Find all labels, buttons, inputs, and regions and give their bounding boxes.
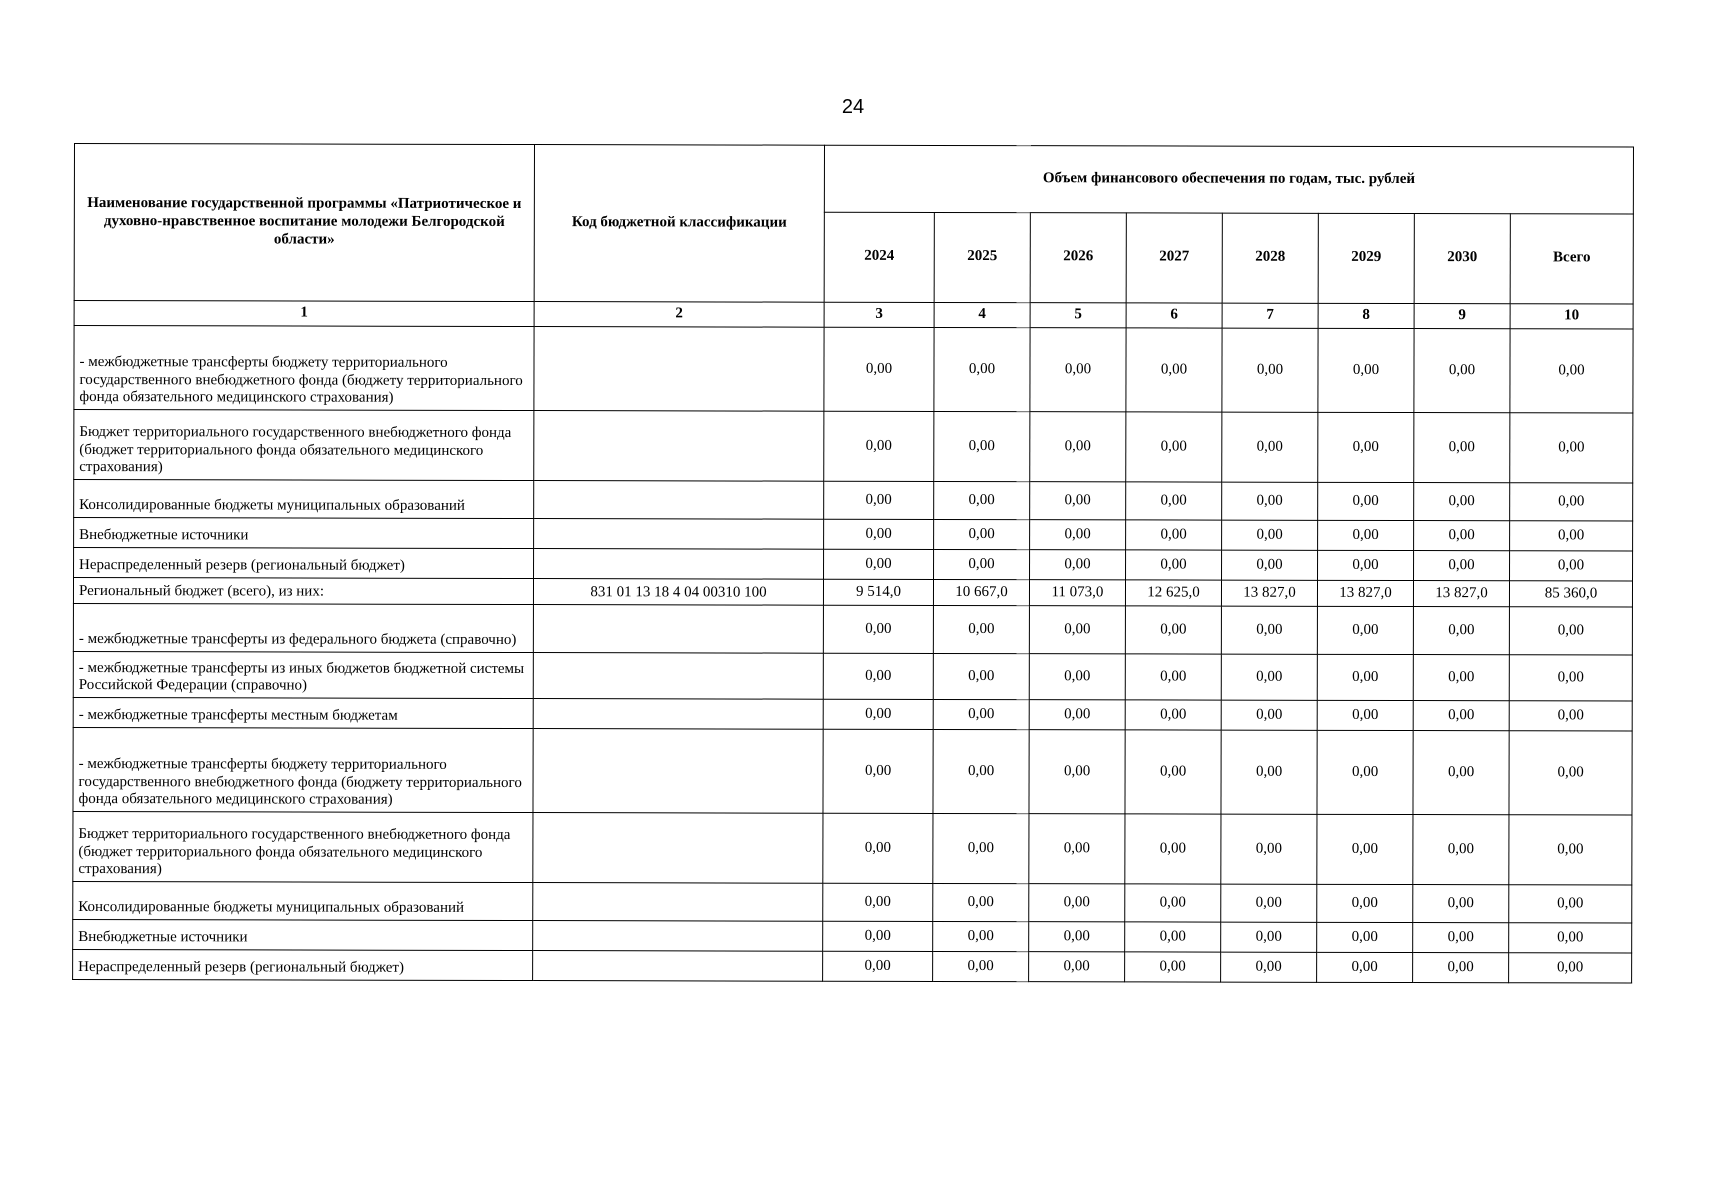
row-year-value: 0,00 — [1222, 482, 1318, 520]
row-year-value: 0,00 — [1317, 884, 1413, 922]
row-year-value: 0,00 — [934, 549, 1030, 579]
row-name: - межбюджетные трансферты бюджету территориального государственного внебюджетного фонда (бюджету территориального фонда обязательного медицинского страхования) — [73, 727, 533, 812]
row-budget-code — [533, 605, 823, 654]
row-year-value: 0,00 — [1125, 730, 1221, 814]
row-budget-code — [534, 519, 824, 550]
row-year-value: 0,00 — [1125, 884, 1221, 922]
row-year-value: 0,00 — [1221, 814, 1317, 884]
header-funding-by-year: Объем финансового обеспечения по годам, тыс. рублей — [824, 145, 1633, 213]
table-body — [73, 326, 1634, 984]
row-year-value: 0,00 — [1317, 700, 1413, 730]
column-number: 8 — [1318, 303, 1414, 328]
row-year-value: 0,00 — [1029, 952, 1125, 982]
row-name: Консолидированные бюджеты муниципальных образований — [74, 480, 534, 519]
row-budget-code — [533, 921, 823, 952]
column-number: 5 — [1030, 303, 1126, 328]
row-year-value: 0,00 — [1317, 952, 1413, 982]
row-year-value: 0,00 — [1413, 953, 1509, 983]
row-year-value: 0,00 — [1125, 700, 1221, 730]
table-row — [73, 578, 1632, 608]
row-total-value: 0,00 — [1509, 815, 1632, 885]
row-budget-code — [533, 653, 823, 700]
row-year-value: 0,00 — [1029, 654, 1125, 700]
row-year-value: 0,00 — [1030, 412, 1126, 482]
row-year-value: 0,00 — [934, 327, 1030, 411]
row-year-value: 0,00 — [1222, 520, 1318, 550]
row-year-value: 0,00 — [823, 951, 933, 981]
row-year-value: 0,00 — [1413, 701, 1509, 731]
column-number: 2 — [534, 302, 824, 328]
row-total-value: 0,00 — [1509, 885, 1632, 923]
column-number: 4 — [934, 302, 1030, 327]
row-name: Нераспределенный резерв (региональный бюджет) — [74, 548, 534, 579]
row-year-value: 0,00 — [823, 653, 933, 699]
row-year-value: 0,00 — [1222, 328, 1318, 412]
row-year-value: 0,00 — [1125, 922, 1221, 952]
row-year-value: 0,00 — [823, 813, 933, 883]
row-year-value: 0,00 — [823, 921, 933, 951]
row-year-value: 0,00 — [1029, 884, 1125, 922]
row-year-value: 13 827,0 — [1221, 580, 1317, 606]
row-year-value: 0,00 — [1318, 412, 1414, 482]
row-year-value: 0,00 — [934, 519, 1030, 549]
row-budget-code — [534, 549, 824, 580]
row-year-value: 0,00 — [933, 729, 1029, 813]
row-year-value: 0,00 — [1029, 814, 1125, 884]
header-year: 2028 — [1222, 213, 1318, 304]
row-year-value: 0,00 — [1414, 551, 1510, 581]
row-year-value: 0,00 — [1222, 550, 1318, 580]
table-row — [73, 881, 1632, 923]
page-number: 24 — [841, 96, 865, 118]
row-year-value: 0,00 — [823, 729, 933, 813]
row-year-value: 0,00 — [933, 921, 1029, 951]
row-year-value: 0,00 — [1413, 607, 1509, 655]
row-name: Консолидированные бюджеты муниципальных образований — [73, 881, 533, 920]
row-name: - межбюджетные трансферты местным бюджетам — [73, 697, 533, 728]
row-year-value: 0,00 — [933, 883, 1029, 921]
row-year-value: 0,00 — [1221, 884, 1317, 922]
column-number: 1 — [74, 301, 534, 327]
table-row — [73, 697, 1632, 731]
row-year-value: 0,00 — [823, 605, 933, 653]
row-name: Нераспределенный резерв (региональный бюджет) — [73, 949, 533, 980]
row-year-value: 0,00 — [824, 519, 934, 549]
row-year-value: 0,00 — [1317, 730, 1413, 814]
row-year-value: 0,00 — [1318, 482, 1414, 520]
row-year-value: 0,00 — [1317, 922, 1413, 952]
table-row — [74, 326, 1633, 414]
table-row — [74, 548, 1633, 582]
row-year-value: 0,00 — [1221, 952, 1317, 982]
row-budget-code: 831 01 13 18 4 04 00310 100 — [533, 579, 823, 606]
header-year: 2024 — [824, 212, 934, 303]
row-year-value: 0,00 — [1030, 328, 1126, 412]
header-total: Всего — [1510, 213, 1633, 304]
header-year: 2029 — [1318, 213, 1414, 304]
row-year-value: 0,00 — [1414, 521, 1510, 551]
row-year-value: 0,00 — [1318, 520, 1414, 550]
row-total-value: 0,00 — [1510, 483, 1633, 521]
row-year-value: 10 667,0 — [933, 579, 1029, 605]
row-year-value: 0,00 — [824, 549, 934, 579]
row-year-value: 0,00 — [1413, 885, 1509, 923]
row-total-value: 85 360,0 — [1509, 581, 1632, 607]
row-year-value: 0,00 — [1029, 730, 1125, 814]
row-total-value: 0,00 — [1509, 607, 1632, 655]
row-year-value: 0,00 — [1318, 550, 1414, 580]
row-budget-code — [534, 481, 824, 520]
row-year-value: 0,00 — [933, 699, 1029, 729]
row-year-value: 0,00 — [1222, 412, 1318, 482]
row-budget-code — [533, 951, 823, 982]
row-year-value: 0,00 — [824, 481, 934, 519]
header-year: 2030 — [1414, 213, 1510, 304]
column-number: 3 — [824, 302, 934, 327]
header-year: 2025 — [934, 212, 1030, 303]
row-year-value: 11 073,0 — [1029, 580, 1125, 606]
row-name: - межбюджетные трансферты из федерального бюджета (справочно) — [73, 603, 533, 652]
table-row — [73, 603, 1632, 655]
row-total-value: 0,00 — [1509, 701, 1632, 731]
row-year-value: 0,00 — [1125, 952, 1221, 982]
row-name: - межбюджетные трансферты бюджету территориального государственного внебюджетного фонда (бюджету территориального фонда обязательного медицинского страхования) — [74, 326, 534, 411]
row-year-value: 0,00 — [1125, 654, 1221, 700]
row-year-value: 0,00 — [823, 699, 933, 729]
row-year-value: 0,00 — [1413, 731, 1509, 815]
row-year-value: 0,00 — [1414, 329, 1510, 413]
row-year-value: 0,00 — [934, 481, 1030, 519]
row-year-value: 0,00 — [1317, 814, 1413, 884]
row-name: Региональный бюджет (всего), из них: — [73, 578, 533, 605]
row-total-value: 0,00 — [1509, 731, 1632, 815]
table-row — [74, 410, 1633, 484]
row-year-value: 0,00 — [1413, 923, 1509, 953]
row-total-value: 0,00 — [1509, 923, 1632, 953]
header-year: 2026 — [1030, 212, 1126, 303]
table-row — [73, 919, 1632, 953]
table-row — [73, 727, 1632, 815]
row-budget-code — [533, 813, 823, 884]
row-name: Бюджет территориального государственного внебюджетного фонда (бюджет территориального фонда обязательного медицинского страхования) — [74, 410, 534, 481]
table-row — [73, 651, 1632, 701]
row-year-value: 0,00 — [1125, 814, 1221, 884]
header-budget-code: Код бюджетной классификации — [534, 145, 824, 303]
row-year-value: 0,00 — [1126, 482, 1222, 520]
row-year-value: 0,00 — [1318, 328, 1414, 412]
row-year-value: 0,00 — [824, 411, 934, 481]
row-year-value: 0,00 — [934, 411, 1030, 481]
column-number-row — [74, 301, 1633, 330]
funding-table — [72, 143, 1634, 984]
row-name: Бюджет территориального государственного внебюджетного фонда (бюджет территориального фонда обязательного медицинского страхования) — [73, 811, 533, 882]
row-year-value: 0,00 — [1414, 483, 1510, 521]
row-year-value: 0,00 — [1125, 606, 1221, 654]
row-year-value: 0,00 — [823, 883, 933, 921]
row-year-value: 0,00 — [1414, 413, 1510, 483]
row-year-value: 0,00 — [933, 653, 1029, 699]
row-year-value: 0,00 — [1317, 654, 1413, 700]
row-year-value: 12 625,0 — [1125, 580, 1221, 606]
row-name: Внебюджетные источники — [73, 919, 533, 950]
row-year-value: 0,00 — [1029, 700, 1125, 730]
header-year: 2027 — [1126, 213, 1222, 304]
row-year-value: 0,00 — [1221, 654, 1317, 700]
row-name: - межбюджетные трансферты из иных бюджетов бюджетной системы Российской Федерации (справочно) — [73, 651, 533, 698]
row-budget-code — [533, 883, 823, 922]
table-row — [74, 518, 1633, 552]
row-year-value: 0,00 — [1126, 412, 1222, 482]
row-total-value: 0,00 — [1510, 551, 1633, 581]
row-year-value: 0,00 — [1317, 606, 1413, 654]
row-total-value: 0,00 — [1510, 521, 1633, 551]
column-number: 6 — [1126, 303, 1222, 328]
row-budget-code — [533, 729, 823, 814]
row-year-value: 0,00 — [933, 951, 1029, 981]
row-year-value: 0,00 — [1221, 606, 1317, 654]
row-year-value: 0,00 — [1126, 550, 1222, 580]
row-year-value: 0,00 — [1030, 550, 1126, 580]
row-name: Внебюджетные источники — [74, 518, 534, 549]
column-number: 7 — [1222, 303, 1318, 328]
row-year-value: 0,00 — [1126, 328, 1222, 412]
table-row — [74, 480, 1633, 522]
row-budget-code — [533, 699, 823, 730]
row-year-value: 0,00 — [1221, 922, 1317, 952]
column-number: 10 — [1510, 304, 1633, 329]
row-year-value: 13 827,0 — [1413, 581, 1509, 607]
row-year-value: 0,00 — [933, 813, 1029, 883]
row-year-value: 0,00 — [1029, 606, 1125, 654]
row-year-value: 0,00 — [933, 605, 1029, 653]
row-total-value: 0,00 — [1510, 329, 1633, 413]
column-number: 9 — [1414, 304, 1510, 329]
row-year-value: 13 827,0 — [1317, 580, 1413, 606]
row-total-value: 0,00 — [1509, 953, 1632, 983]
row-year-value: 0,00 — [1029, 922, 1125, 952]
header-program-name: Наименование государственной программы «Патриотическое и духовно-нравственное воспитание молодежи Белгородской области» — [74, 144, 534, 302]
row-year-value: 0,00 — [1030, 520, 1126, 550]
row-year-value: 0,00 — [1030, 482, 1126, 520]
row-budget-code — [534, 327, 824, 412]
row-year-value: 9 514,0 — [823, 579, 933, 605]
row-total-value: 0,00 — [1510, 413, 1633, 483]
table-header-row-1 — [74, 144, 1633, 214]
row-year-value: 0,00 — [1126, 520, 1222, 550]
row-year-value: 0,00 — [824, 327, 934, 411]
row-year-value: 0,00 — [1221, 730, 1317, 814]
row-year-value: 0,00 — [1413, 655, 1509, 701]
row-year-value: 0,00 — [1221, 700, 1317, 730]
row-total-value: 0,00 — [1509, 655, 1632, 701]
row-year-value: 0,00 — [1413, 815, 1509, 885]
row-budget-code — [534, 411, 824, 482]
table-row — [73, 949, 1632, 983]
table-row — [73, 811, 1632, 885]
